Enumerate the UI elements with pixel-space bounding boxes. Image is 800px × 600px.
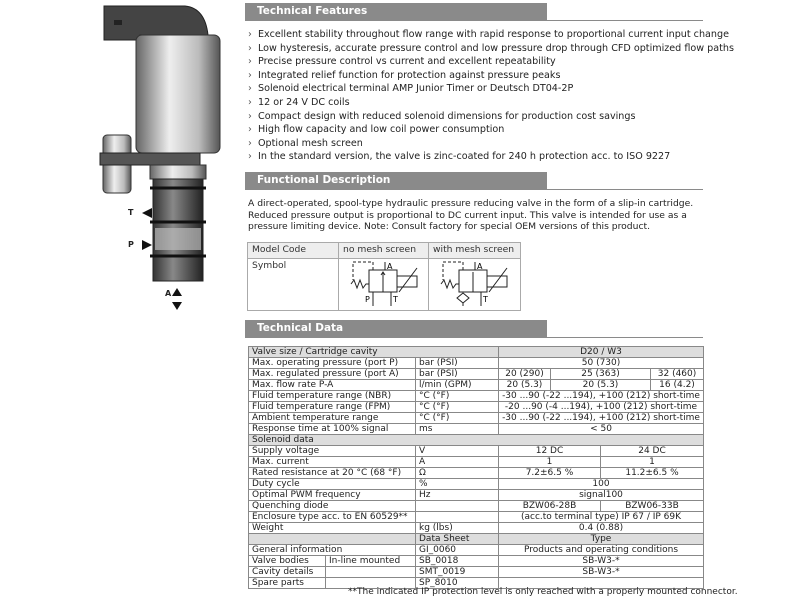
cell: bar (PSI)	[416, 369, 499, 380]
table-row	[249, 413, 704, 424]
cell	[249, 534, 416, 545]
cell: SB_0018	[416, 556, 499, 567]
cell: 11.2±6.5 %	[601, 468, 704, 479]
table-row	[249, 490, 704, 501]
cell: Valve bodies	[249, 556, 326, 567]
cell: A	[416, 457, 499, 468]
cell: 7.2±6.5 %	[499, 468, 601, 479]
cell: Optimal PWM frequency	[249, 490, 416, 501]
table-row	[249, 424, 704, 435]
port-a-down-arrow-icon	[172, 302, 182, 310]
feature-text: Solenoid electrical terminal AMP Junior Timer or Deutsch DT04-2P	[258, 83, 574, 95]
cell: (acc.to terminal type) IP 67 / IP 69K	[499, 512, 704, 523]
list-item	[248, 55, 734, 69]
chevron-right-icon: ›	[248, 124, 252, 136]
cell: Rated resistance at 20 °C (68 °F)	[249, 468, 416, 479]
cell: Fluid temperature range (NBR)	[249, 391, 416, 402]
cell: 16 (4.2)	[651, 380, 704, 391]
port-p-symbol-label: P	[365, 295, 370, 304]
cell: Spare parts	[249, 578, 326, 589]
cell: °C (°F)	[416, 413, 499, 424]
no-mesh-header: no mesh screen	[339, 243, 429, 259]
description-text: A direct-operated, spool-type hydraulic pressure reducing valve in the form of a slip-in cartridge. Reduced pressure output is proportional to DC current input. This valve is intended for use as a pressure limiting device. Note: Consult factory for special OEM versions of this product.	[248, 198, 694, 232]
cell: SB-W3-*	[499, 556, 704, 567]
cell: Data Sheet	[416, 534, 499, 545]
cell: 100	[499, 479, 704, 490]
cell: bar (PSI)	[416, 358, 499, 369]
cell: -30 ...90 (-22 ...194), +100 (212) short-time	[499, 391, 704, 402]
cell: General information	[249, 545, 416, 556]
chevron-right-icon: ›	[248, 137, 252, 149]
port-a-up-arrow-icon	[172, 288, 182, 296]
cell: l/min (GPM)	[416, 380, 499, 391]
symbol-label: Symbol	[248, 259, 339, 311]
feature-text: Integrated relief function for protection against pressure peaks	[258, 69, 561, 81]
chevron-right-icon: ›	[248, 42, 252, 54]
section-title: Functional Description	[245, 172, 547, 189]
cell: Max. flow rate P-A	[249, 380, 416, 391]
cell: kg (lbs)	[416, 523, 499, 534]
hydraulic-symbol-mesh-icon	[433, 260, 513, 306]
section-title: Technical Data	[245, 320, 547, 337]
cell: 50 (730)	[499, 358, 704, 369]
cell: 1	[499, 457, 601, 468]
cell: 20 (5.3)	[551, 380, 651, 391]
section-title: Technical Features	[245, 3, 547, 20]
chevron-right-icon: ›	[248, 96, 252, 108]
symbol-with-mesh	[429, 259, 521, 311]
table-row	[249, 347, 704, 358]
list-item	[248, 150, 734, 164]
technical-data-table	[248, 346, 704, 589]
list-item	[248, 82, 734, 96]
footnote: **The indicated IP protection level is only reached with a properly mounted connector.	[348, 587, 738, 597]
table-row	[249, 457, 704, 468]
port-a-symbol-label: A	[387, 262, 393, 271]
cell	[416, 501, 499, 512]
list-item	[248, 96, 734, 110]
cell: Response time at 100% signal	[249, 424, 416, 435]
table-row	[249, 567, 704, 578]
cell: 12 DC	[499, 446, 601, 457]
table-row	[249, 512, 704, 523]
port-t-symbol-label: T	[393, 295, 398, 304]
features-list	[248, 28, 734, 164]
port-p-label: P	[128, 240, 134, 249]
cell: Enclosure type acc. to EN 60529**	[249, 512, 416, 523]
feature-text: Compact design with reduced solenoid dimensions for production cost savings	[258, 110, 636, 122]
cell: Supply voltage	[249, 446, 416, 457]
chevron-right-icon: ›	[248, 56, 252, 68]
cell: Cavity details	[249, 567, 326, 578]
cell: ms	[416, 424, 499, 435]
cell: Max. operating pressure (port P)	[249, 358, 416, 369]
cell: °C (°F)	[416, 402, 499, 413]
table-row	[249, 402, 704, 413]
feature-text: 12 or 24 V DC coils	[258, 96, 350, 108]
port-t-arrow-icon	[142, 208, 152, 218]
table-row	[249, 479, 704, 490]
chevron-right-icon: ›	[248, 151, 252, 163]
table-row	[249, 501, 704, 512]
cell: 1	[601, 457, 704, 468]
cell: Weight	[249, 523, 416, 534]
chevron-right-icon: ›	[248, 110, 252, 122]
model-code-table	[247, 242, 521, 311]
port-a-symbol-label: A	[477, 262, 483, 271]
cell: %	[416, 479, 499, 490]
feature-text: Precise pressure control vs current and excellent repeatability	[258, 56, 556, 68]
table-row	[249, 391, 704, 402]
feature-text: High flow capacity and low coil power consumption	[258, 124, 505, 136]
port-t-symbol-label: T	[483, 295, 488, 304]
cell	[416, 512, 499, 523]
table-row	[249, 534, 704, 545]
cell: D20 / W3	[499, 347, 704, 358]
cell: 20 (290)	[499, 369, 551, 380]
cell: Products and operating conditions	[499, 545, 704, 556]
table-row	[249, 468, 704, 479]
feature-text: Optional mesh screen	[258, 137, 363, 149]
cell: Duty cycle	[249, 479, 416, 490]
table-row	[249, 556, 704, 567]
cell: Max. regulated pressure (port A)	[249, 369, 416, 380]
list-item	[248, 42, 734, 56]
cell: °C (°F)	[416, 391, 499, 402]
cell: Type	[499, 534, 704, 545]
cell: -20 ...90 (-4 ...194), +100 (212) short-time	[499, 402, 704, 413]
model-code-header: Model Code	[248, 243, 339, 259]
table-row	[249, 358, 704, 369]
table-row	[249, 435, 704, 446]
list-item	[248, 28, 734, 42]
cell: Hz	[416, 490, 499, 501]
symbol-no-mesh	[339, 259, 429, 311]
cell: In-line mounted	[326, 556, 416, 567]
port-t-label: T	[128, 208, 134, 217]
cell: SP_8010	[416, 578, 499, 589]
chevron-right-icon: ›	[248, 29, 252, 40]
hydraulic-symbol-icon	[343, 260, 423, 306]
feature-text: Low hysteresis, accurate pressure control and low pressure drop through CFD optimized flow paths	[258, 42, 734, 54]
cell: Valve size / Cartridge cavity	[249, 347, 499, 358]
functional-description-header	[245, 172, 703, 190]
with-mesh-header: with mesh screen	[429, 243, 521, 259]
cell: BZW06-28B	[499, 501, 601, 512]
cell	[326, 567, 416, 578]
table-row	[249, 545, 704, 556]
feature-text: In the standard version, the valve is zinc-coated for 240 h protection acc. to ISO 9227	[258, 151, 671, 163]
table-row	[249, 446, 704, 457]
list-item	[248, 69, 734, 83]
cell: 25 (363)	[551, 369, 651, 380]
list-item	[248, 137, 734, 151]
cell: SMT_0019	[416, 567, 499, 578]
technical-data-header	[245, 320, 703, 338]
cell: Fluid temperature range (FPM)	[249, 402, 416, 413]
cell: Max. current	[249, 457, 416, 468]
cell: 24 DC	[601, 446, 704, 457]
list-item	[248, 123, 734, 137]
table-row	[249, 369, 704, 380]
list-item	[248, 110, 734, 124]
cell: Ω	[416, 468, 499, 479]
cell: 32 (460)	[651, 369, 704, 380]
feature-text: Excellent stability throughout flow range with rapid response to proportional current input change	[258, 29, 729, 40]
cell: SB-W3-*	[499, 567, 704, 578]
valve-illustration	[0, 0, 240, 320]
cell: GI_0060	[416, 545, 499, 556]
table-row	[249, 523, 704, 534]
cell: Ambient temperature range	[249, 413, 416, 424]
table-row	[249, 380, 704, 391]
port-p-arrow-icon	[142, 240, 152, 250]
cell: V	[416, 446, 499, 457]
cell: 20 (5.3)	[499, 380, 551, 391]
chevron-right-icon: ›	[248, 69, 252, 81]
cell: -30 ...90 (-22 ...194), +100 (212) short-time	[499, 413, 704, 424]
cell: 0.4 (0.88)	[499, 523, 704, 534]
chevron-right-icon: ›	[248, 83, 252, 95]
cell: < 50	[499, 424, 704, 435]
cell: BZW06-33B	[601, 501, 704, 512]
technical-features-header	[245, 3, 703, 21]
cell: signal100	[499, 490, 704, 501]
cell: Solenoid data	[249, 435, 704, 446]
cell: Quenching diode	[249, 501, 416, 512]
port-a-label: A	[165, 289, 172, 298]
